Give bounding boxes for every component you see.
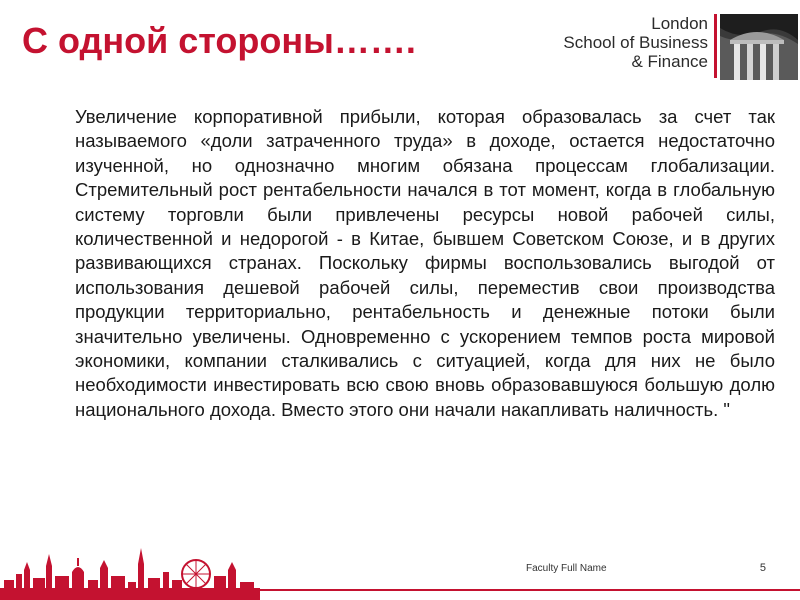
footer-divider <box>240 589 800 591</box>
footer-faculty-name: Faculty Full Name <box>526 563 607 574</box>
page-number: 5 <box>759 562 766 574</box>
logo-wordmark <box>556 14 708 71</box>
slide-title: С одной стороны……. <box>22 20 416 61</box>
classical-column-icon <box>720 14 798 80</box>
school-logo <box>556 14 798 80</box>
london-skyline-icon <box>0 540 260 600</box>
logo-line-school: School of Business <box>563 33 708 52</box>
logo-line-london: London <box>651 14 708 33</box>
slide-body-text: Увеличение корпоративной прибыли, которая образовалась за счет так называемого «доли затраченного труда» в доходе, остается недостаточно изученной, но однозначно многим обязана процессам глобализации. Стремительный рост рентабельности начался в тот момент, когда в глобальную систему торговли были привлечены ресурсы новой рабочей силы, количественной и недорогой - в Китае, бывшем Советском Союзе, и в других развивающихся странах. Поскольку фирмы воспользовались выгодой от использования дешевой рабочей силы, переместив свои производства продукции территориально, рентабельность и денежные потоки были значительно увеличены. Одновременно с ускорением темпов роста мировой экономики, компании сталкивались с ситуацией, когда для них не было необходимости инвестировать всю свою вновь образовавшуюся большую долю национального дохода. Вместо этого они начали накапливать наличность. " <box>75 106 775 420</box>
logo-line-finance: & Finance <box>631 52 708 71</box>
logo-divider <box>714 14 717 78</box>
